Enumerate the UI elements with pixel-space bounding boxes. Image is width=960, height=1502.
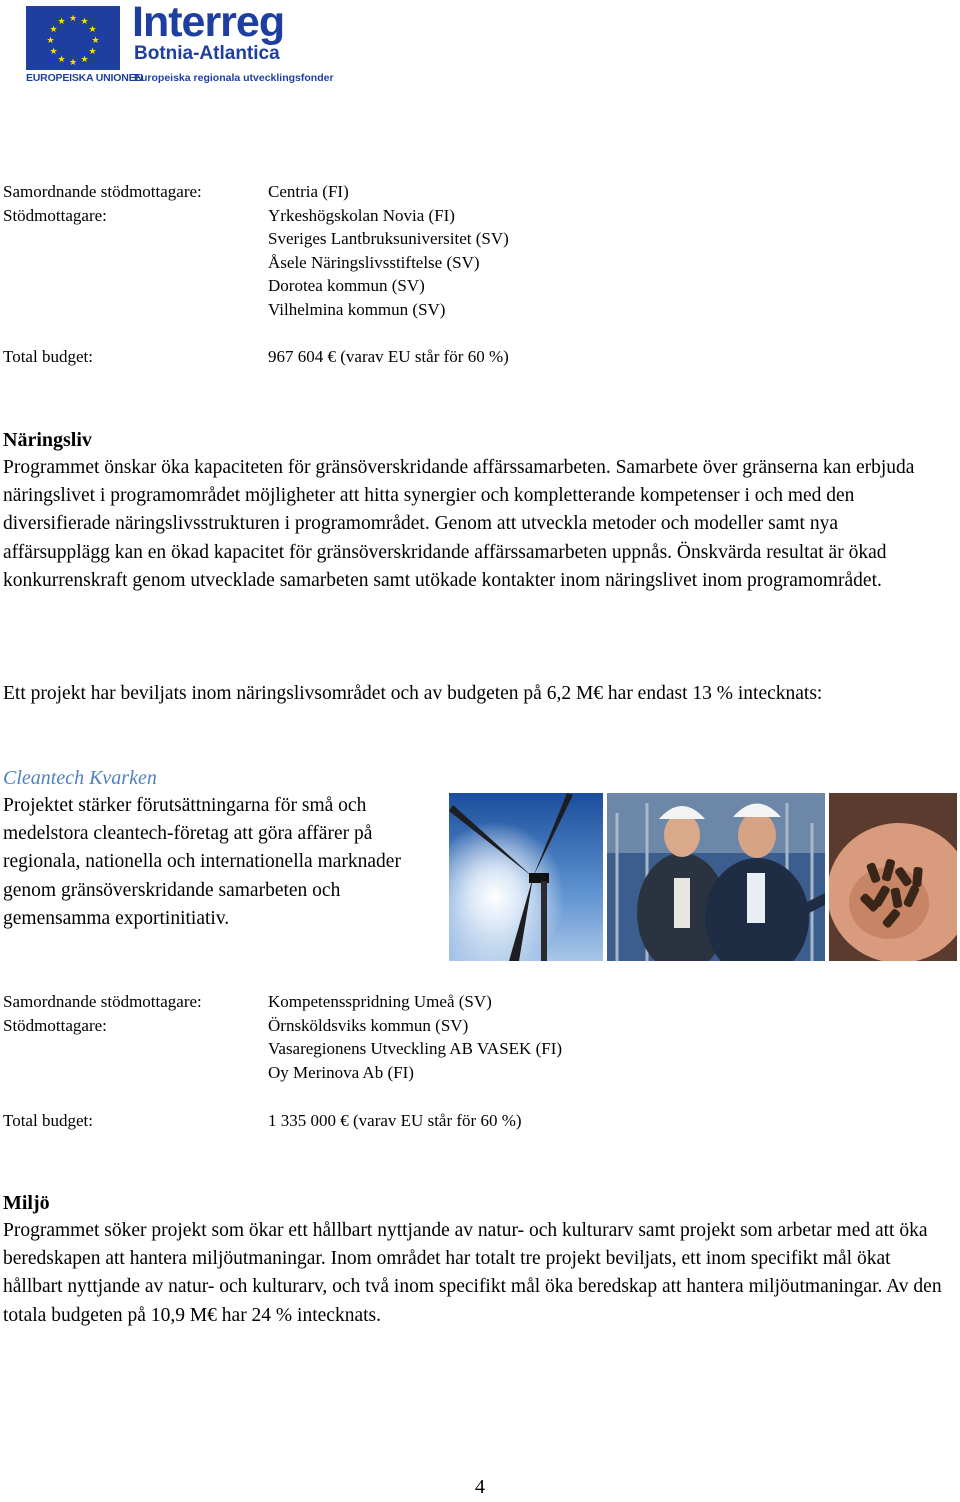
svg-text:★: ★: [49, 25, 58, 35]
partner-item: Åsele Näringslivsstiftelse (SV): [268, 252, 480, 272]
programme-region: Botnia-Atlantica: [134, 43, 280, 64]
summary-text: Ett projekt har beviljats inom näringslivsområdet och av budgeten på 6,2 M€ har endast 13 % intecknats:: [3, 683, 823, 704]
programme-name: Interreg: [132, 0, 285, 46]
partner-item: Yrkeshögskolan Novia (FI): [268, 205, 455, 225]
lead-recipient-label: Samordnande stödmottagare:: [3, 992, 202, 1011]
budget-value: 967 604 € (varav EU står för 60 %): [268, 347, 509, 366]
partner-item: Oy Merinova Ab (FI): [268, 1062, 414, 1082]
wind-turbine-photo: [449, 793, 603, 961]
recipient-label: Stödmottagare:: [3, 1015, 107, 1035]
svg-text:★: ★: [68, 14, 78, 24]
page-number: 4: [475, 1476, 485, 1498]
budget-label: Total budget:: [3, 1111, 93, 1130]
section-body: Programmet önskar öka kapaciteten för gränsöverskridande affärssamarbeten. Samarbete över gränserna kan erbjuda näringslivet i programområdet möjligheter att hitta synergier och kompletterande kompetenser i och med den diversifierade näringslivsstrukturen i programområdet. Genom att utveckla metoder och modeller samt nya affärsupplägg kan en ökad kapacitet för gränsöverskridande affärssamarbeten uppnås. Önskvärda resultat är ökad konkurrenskraft genom utvecklade samarbeten samt utökade kontakter inom näringslivet inom programområdet.: [3, 457, 915, 591]
svg-text:★: ★: [57, 55, 66, 65]
section-heading: Näringsliv: [3, 429, 92, 451]
naringsliv-summary: [3, 680, 933, 708]
two-men-hard-hats-photo: [607, 793, 825, 961]
eu-label: EUROPEISKA UNIONEN: [26, 72, 143, 84]
partner-item: Vilhelmina kommun (SV): [268, 299, 446, 319]
svg-text:★: ★: [91, 36, 100, 46]
svg-text:★: ★: [88, 25, 97, 35]
wood-pellets-hand-photo: [829, 793, 957, 961]
svg-text:★: ★: [49, 47, 58, 57]
svg-text:★: ★: [80, 55, 89, 65]
section-naringsliv: [3, 426, 943, 595]
partner-item: Vasaregionens Utveckling AB VASEK (FI): [268, 1039, 563, 1059]
section-body: Programmet söker projekt som ökar ett hållbart nyttjande av natur- och kulturarv samt projekt som arbetar med att öka beredskapen att hantera miljöutmaningar. Inom området har totalt tre projekt beviljats, ett inom specifikt mål ökat hållbart nyttjande av natur- och kulturarv, och två inom specifikt mål öka beredskap att hantera miljöutmaningar. Av den totala budgeten på 10,9 M€ har 24 % intecknats.: [3, 1220, 942, 1326]
partner-item: Örnsköldsviks kommun (SV): [268, 1015, 469, 1035]
budget-value: 1 335 000 € (varav EU står för 60 %): [268, 1111, 522, 1130]
interreg-logo: [26, 0, 334, 84]
project-title: Cleantech Kvarken: [3, 767, 157, 789]
partner-item: Centria (FI): [268, 182, 349, 201]
section-miljo: [3, 1189, 943, 1330]
eu-flag-icon: [26, 6, 120, 70]
partner-item: Sveriges Lantbruksuniversitet (SV): [268, 229, 509, 249]
svg-text:★: ★: [88, 47, 97, 57]
recipient-label: Stödmottagare:: [3, 205, 107, 225]
fund-label: Europeiska regionala utvecklingsfonder: [134, 72, 334, 84]
svg-text:★: ★: [68, 58, 78, 68]
project-photos: [449, 793, 957, 961]
partner-item: Kompetensspridning Umeå (SV): [268, 992, 492, 1011]
lead-recipient-label: Samordnande stödmottagare:: [3, 182, 202, 201]
svg-text:★: ★: [57, 17, 66, 27]
budget-label: Total budget:: [3, 347, 93, 366]
section-heading: Miljö: [3, 1192, 50, 1214]
svg-text:★: ★: [46, 36, 55, 46]
svg-text:★: ★: [80, 17, 89, 27]
partner-item: Dorotea kommun (SV): [268, 276, 425, 296]
project-description: Projektet stärker förutsättningarna för små och medelstora cleantech-företag att göra affärer på regionala, nationella och internationella marknader genom gränsöverskridande samarbeten och gemensamma exportinitiativ.: [3, 795, 401, 929]
